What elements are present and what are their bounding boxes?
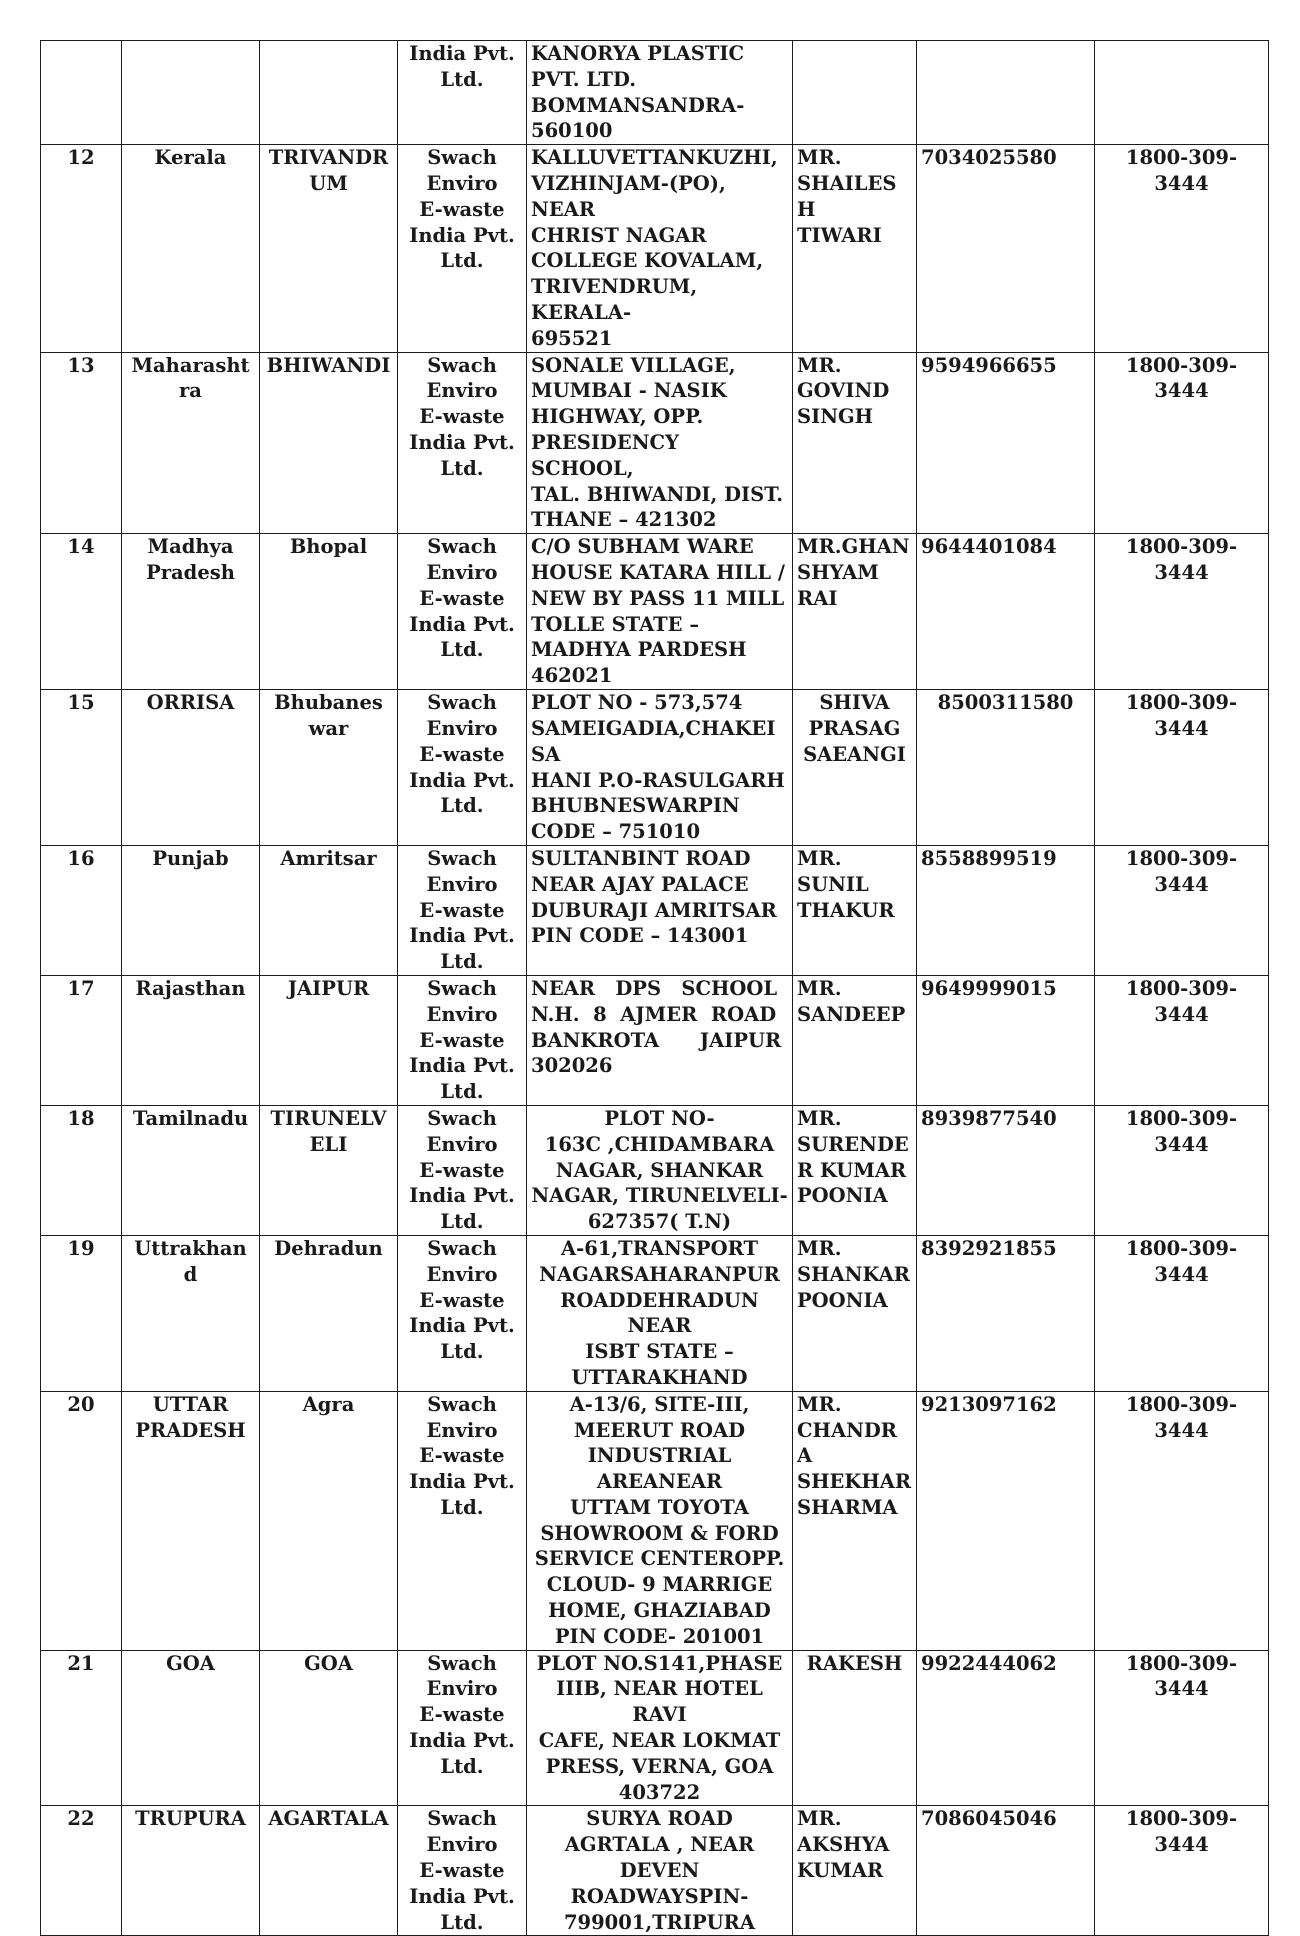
address-cell: PLOT NO- 163C ,CHIDAMBARA NAGAR, SHANKAR NAGAR, TIRUNELVELI- 627357( T.N)	[527, 1105, 793, 1235]
toll-free-cell: 1800-309-3444	[1095, 690, 1269, 846]
address-cell: SONALE VILLAGE, MUMBAI - NASIK HIGHWAY, OPP. PRESIDENCY SCHOOL, TAL. BHIWANDI, DIST. THANE – 421302	[527, 352, 793, 534]
address-cell: KANORYA PLASTIC PVT. LTD. BOMMANSANDRA- 560100	[527, 41, 793, 145]
company-cell: Swach Enviro E-waste India Pvt. Ltd.	[398, 1806, 527, 1936]
mobile-number-cell: 8500311580	[917, 690, 1095, 846]
address-cell: SULTANBINT ROAD NEAR AJAY PALACE DUBURAJI AMRITSAR PIN CODE – 143001	[527, 845, 793, 975]
toll-free-cell: 1800-309-3444	[1095, 352, 1269, 534]
table-row	[41, 352, 1269, 534]
serial-number-cell: 12	[41, 145, 122, 352]
address-cell: A-13/6, SITE-III, MEERUT ROAD INDUSTRIAL AREANEAR UTTAM TOYOTA SHOWROOM & FORD SERVICE CENTEROPP. CLOUD- 9 MARRIGE HOME, GHAZIABAD PIN CODE- 201001	[527, 1391, 793, 1650]
table-row	[41, 41, 1269, 145]
city-cell	[260, 41, 398, 145]
company-cell: Swach Enviro E-waste India Pvt. Ltd.	[398, 845, 527, 975]
mobile-number-cell: 8392921855	[917, 1235, 1095, 1391]
toll-free-cell: 1800-309-3444	[1095, 1105, 1269, 1235]
toll-free-cell: 1800-309-3444	[1095, 534, 1269, 690]
table-row	[41, 145, 1269, 352]
table-row	[41, 845, 1269, 975]
company-cell: Swach Enviro E-waste India Pvt. Ltd.	[398, 352, 527, 534]
address-cell: C/O SUBHAM WARE HOUSE KATARA HILL / NEW BY PASS 11 MILL TOLLE STATE – MADHYA PARDESH 462021	[527, 534, 793, 690]
state-cell: Tamilnadu	[122, 1105, 260, 1235]
state-cell: Uttrakhan d	[122, 1235, 260, 1391]
address-cell: PLOT NO.S141,PHASE IIIB, NEAR HOTEL RAVI CAFE, NEAR LOKMAT PRESS, VERNA, GOA 403722	[527, 1650, 793, 1806]
toll-free-cell: 1800-309-3444	[1095, 1235, 1269, 1391]
state-cell: Madhya Pradesh	[122, 534, 260, 690]
toll-free-cell: 1800-309-3444	[1095, 845, 1269, 975]
table-row	[41, 1650, 1269, 1806]
mobile-number-cell: 9213097162	[917, 1391, 1095, 1650]
address-cell: PLOT NO - 573,574 SAMEIGADIA,CHAKEISA HANI P.O-RASULGARH BHUBNESWARPIN CODE – 751010	[527, 690, 793, 846]
address-cell: A-61,TRANSPORT NAGARSAHARANPUR ROADDEHRADUN NEAR ISBT STATE – UTTARAKHAND	[527, 1235, 793, 1391]
company-cell: Swach Enviro E-waste India Pvt. Ltd.	[398, 1235, 527, 1391]
contact-person-cell: MR.GHAN SHYAM RAI	[793, 534, 917, 690]
contact-person-cell: MR. GOVIND SINGH	[793, 352, 917, 534]
company-cell: India Pvt. Ltd.	[398, 41, 527, 145]
serial-number-cell	[41, 41, 122, 145]
city-cell: Bhopal	[260, 534, 398, 690]
contact-person-cell: MR. SANDEEP	[793, 975, 917, 1105]
city-cell: Bhubanes war	[260, 690, 398, 846]
toll-free-cell: 1800-309-3444	[1095, 1806, 1269, 1936]
company-cell: Swach Enviro E-waste India Pvt. Ltd.	[398, 145, 527, 352]
mobile-number-cell: 9922444062	[917, 1650, 1095, 1806]
city-cell: Dehradun	[260, 1235, 398, 1391]
address-cell: NEAR DPS SCHOOL N.H. 8 AJMER ROAD BANKROTA JAIPUR 302026	[527, 975, 793, 1105]
mobile-number-cell: 9649999015	[917, 975, 1095, 1105]
table-row	[41, 1391, 1269, 1650]
state-cell: Punjab	[122, 845, 260, 975]
serial-number-cell: 20	[41, 1391, 122, 1650]
collection-centre-table	[40, 40, 1269, 1936]
address-cell: KALLUVETTANKUZHI, VIZHINJAM-(PO), NEAR CHRIST NAGAR COLLEGE KOVALAM, TRIVENDRUM, KERALA- 695521	[527, 145, 793, 352]
contact-person-cell	[793, 41, 917, 145]
toll-free-cell: 1800-309-3444	[1095, 1391, 1269, 1650]
mobile-number-cell: 7086045046	[917, 1806, 1095, 1936]
serial-number-cell: 15	[41, 690, 122, 846]
table-row	[41, 534, 1269, 690]
state-cell: Rajasthan	[122, 975, 260, 1105]
serial-number-cell: 22	[41, 1806, 122, 1936]
toll-free-cell: 1800-309-3444	[1095, 1650, 1269, 1806]
toll-free-cell	[1095, 41, 1269, 145]
serial-number-cell: 18	[41, 1105, 122, 1235]
city-cell: AGARTALA	[260, 1806, 398, 1936]
serial-number-cell: 17	[41, 975, 122, 1105]
table-row	[41, 690, 1269, 846]
contact-person-cell: MR. SHANKAR POONIA	[793, 1235, 917, 1391]
table-row	[41, 1235, 1269, 1391]
contact-person-cell: MR. SUNIL THAKUR	[793, 845, 917, 975]
address-cell: SURYA ROAD AGRTALA , NEAR DEVEN ROADWAYSPIN- 799001,TRIPURA	[527, 1806, 793, 1936]
table-row	[41, 1806, 1269, 1936]
city-cell: BHIWANDI	[260, 352, 398, 534]
mobile-number-cell: 7034025580	[917, 145, 1095, 352]
mobile-number-cell: 8558899519	[917, 845, 1095, 975]
city-cell: TRIVANDR UM	[260, 145, 398, 352]
company-cell: Swach Enviro E-waste India Pvt. Ltd.	[398, 1650, 527, 1806]
company-cell: Swach Enviro E-waste India Pvt. Ltd.	[398, 690, 527, 846]
city-cell: GOA	[260, 1650, 398, 1806]
company-cell: Swach Enviro E-waste India Pvt. Ltd.	[398, 1391, 527, 1650]
state-cell: Kerala	[122, 145, 260, 352]
toll-free-cell: 1800-309-3444	[1095, 975, 1269, 1105]
state-cell	[122, 41, 260, 145]
state-cell: Maharasht ra	[122, 352, 260, 534]
state-cell: GOA	[122, 1650, 260, 1806]
state-cell: TRUPURA	[122, 1806, 260, 1936]
state-cell: ORRISA	[122, 690, 260, 846]
toll-free-cell: 1800-309-3444	[1095, 145, 1269, 352]
table-row	[41, 1105, 1269, 1235]
state-cell: UTTAR PRADESH	[122, 1391, 260, 1650]
mobile-number-cell: 9644401084	[917, 534, 1095, 690]
company-cell: Swach Enviro E-waste India Pvt. Ltd.	[398, 534, 527, 690]
serial-number-cell: 13	[41, 352, 122, 534]
city-cell: Agra	[260, 1391, 398, 1650]
contact-person-cell: MR. SURENDE R KUMAR POONIA	[793, 1105, 917, 1235]
city-cell: TIRUNELV ELI	[260, 1105, 398, 1235]
serial-number-cell: 21	[41, 1650, 122, 1806]
contact-person-cell: MR. SHAILESH TIWARI	[793, 145, 917, 352]
serial-number-cell: 16	[41, 845, 122, 975]
contact-person-cell: MR. AKSHYA KUMAR	[793, 1806, 917, 1936]
contact-person-cell: RAKESH	[793, 1650, 917, 1806]
city-cell: JAIPUR	[260, 975, 398, 1105]
company-cell: Swach Enviro E-waste India Pvt. Ltd.	[398, 1105, 527, 1235]
contact-person-cell: SHIVA PRASAG SAEANGI	[793, 690, 917, 846]
serial-number-cell: 19	[41, 1235, 122, 1391]
company-cell: Swach Enviro E-waste India Pvt. Ltd.	[398, 975, 527, 1105]
table-row	[41, 975, 1269, 1105]
mobile-number-cell	[917, 41, 1095, 145]
city-cell: Amritsar	[260, 845, 398, 975]
serial-number-cell: 14	[41, 534, 122, 690]
contact-person-cell: MR. CHANDRA SHEKHAR SHARMA	[793, 1391, 917, 1650]
mobile-number-cell: 8939877540	[917, 1105, 1095, 1235]
mobile-number-cell: 9594966655	[917, 352, 1095, 534]
